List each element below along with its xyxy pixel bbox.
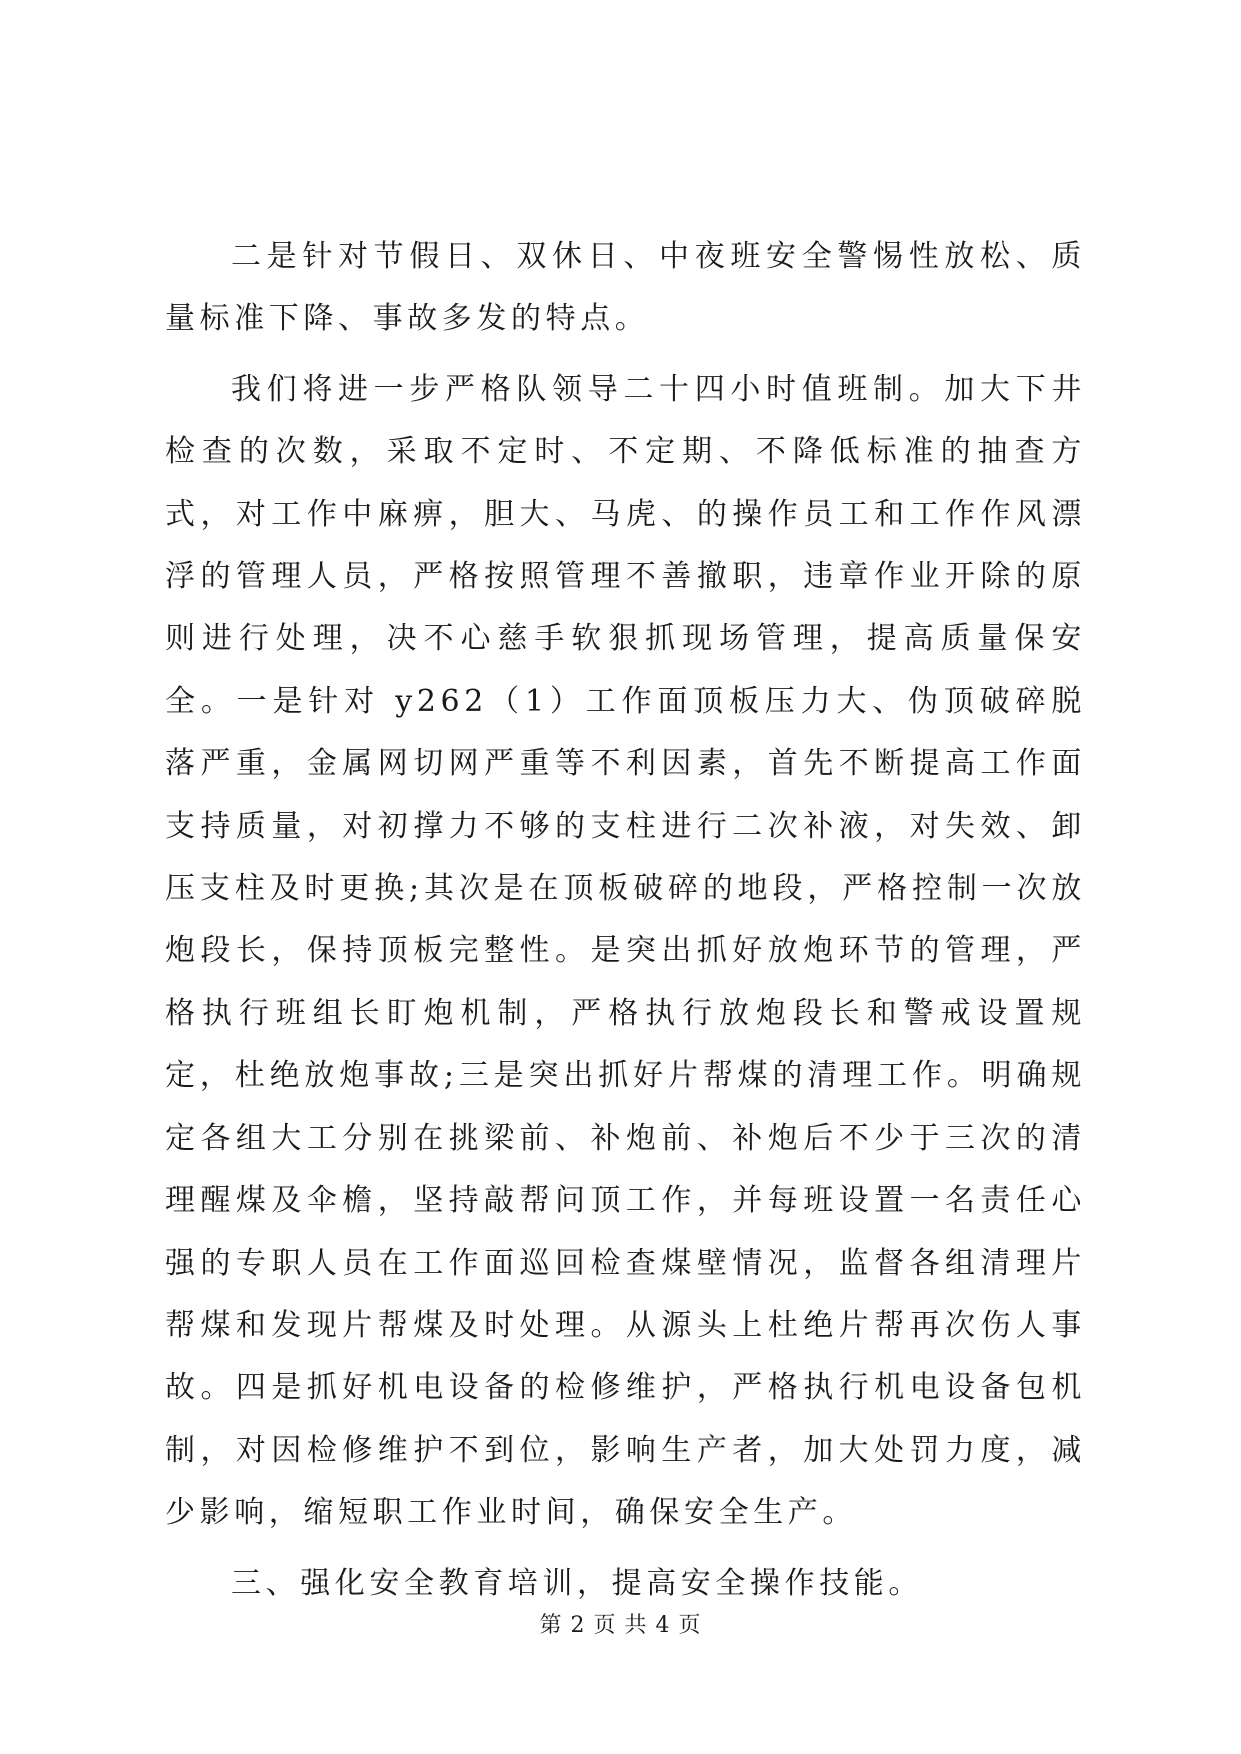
page-footer: 第 2 页 共 4 页 — [539, 1613, 702, 1638]
paragraph-holiday-safety: 二是针对节假日、双休日、中夜班安全警惕性放松、质量标准下降、事故多发的特点。 — [165, 239, 1086, 337]
section-heading-training: 三、强化安全教育培训，提高安全操作技能。 — [231, 1565, 923, 1601]
paragraph-management-measures: 我们将进一步严格队领导二十四小时值班制。加大下井检查的次数，采取不定时、不定期、不降低标准的抽查方式，对工作中麻痹，胆大、马虎、的操作员工和工作作风漂浮的管理人员，严格按照管理不善撤职，违章作业开除的原则进行处理，决不心慈手软狠抓现场管理，提高质量保安全。一是针对 y262（1）工作面顶板压力大、伪顶破碎脱落严重，金属网切网严重等不利因素，首先不断提高工作面支持质量，对初撑力不够的支柱进行二次补液，对失效、卸压支柱及时更换;其次是在顶板破碎的地段，严格控制一次放炮段长，保持顶板完整性。是突出抓好放炮环节的管理，严格执行班组长盯炮机制，严格执行放炮段长和警戒设置规定，杜绝放炮事故;三是突出抓好片帮煤的清理工作。明确规定各组大工分别在挑梁前、补炮前、补炮后不少于三次的清理醒煤及伞檐，坚持敲帮问顶工作，并每班设置一名责任心强的专职人员在工作面巡回检查煤壁情况，监督各组清理片帮煤和发现片帮煤及时处理。从源头上杜绝片帮再次伤人事故。四是抓好机电设备的检修维护，严格执行机电设备包机制，对因检修维护不到位，影响生产者，加大处罚力度，减少影响，缩短职工作业时间，确保安全生产。 — [165, 371, 1086, 1531]
document-body — [165, 226, 1086, 1623]
